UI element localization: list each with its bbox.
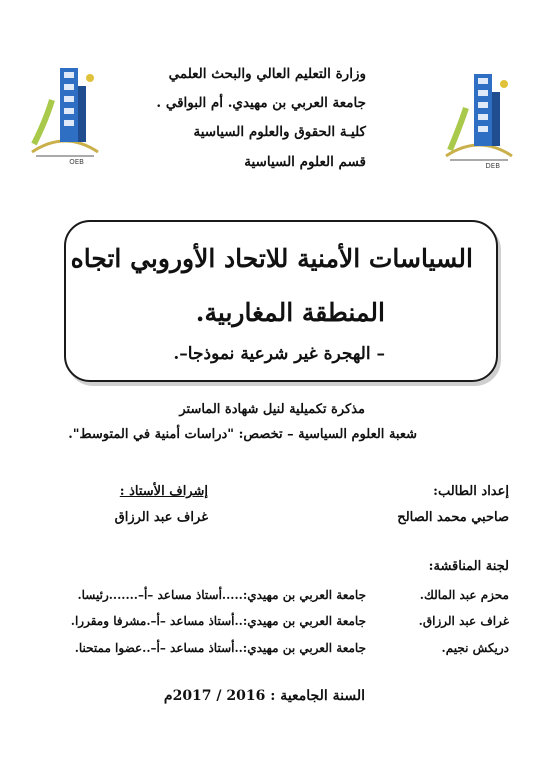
student-name: صاحبي محمد الصالح xyxy=(397,510,509,525)
committee-label: لجنة المناقشة: xyxy=(428,559,509,574)
committee-member-name: محزم عبد المالك. xyxy=(419,588,509,602)
committee-member-details: جامعة العربي بن مهيدي:..أستاذ مساعد –أ–..عضوا ممتحنا. xyxy=(74,641,366,655)
academic-year: السنة الجامعية : 2016 / 2017م xyxy=(163,688,365,704)
department-name: قسم العلوم السياسية xyxy=(244,154,366,170)
thesis-subtitle: – الهجرة غير شرعية نموذجا–. xyxy=(173,344,385,364)
committee-member-details: جامعة العربي بن مهيدي:.....أستاذ مساعد –أ–.......رئيسا. xyxy=(77,588,366,602)
ministry-name: وزارة التعليم العالي والبحث العلمي xyxy=(168,66,366,82)
prepared-by-label: إعداد الطالب: xyxy=(433,484,509,499)
faculty-name: كليـة الحقوق والعلوم السياسية xyxy=(193,124,366,140)
university-logo-left xyxy=(26,60,104,170)
committee-member-name: غراف عبد الرزاق. xyxy=(418,614,509,628)
right-logo-caption: DEB xyxy=(485,162,500,170)
memo-degree: مذكرة تكميلية لنيل شهادة الماستر xyxy=(179,402,365,417)
memo-specialization: شعبة العلوم السياسية – تخصص: "دراسات أمنية في المتوسط". xyxy=(68,427,417,442)
university-logo-right xyxy=(440,64,518,174)
thesis-title-line1: السياسات الأمنية للاتحاد الأوروبي اتجاه xyxy=(70,244,473,273)
supervisor-name: غراف عبد الرزاق xyxy=(114,510,208,525)
supervisor-label: إشراف الأستاذ : xyxy=(119,484,208,499)
thesis-title-line2: المنطقة المغاربية. xyxy=(195,298,385,327)
left-logo-caption: OEB xyxy=(69,158,84,166)
committee-member-details: جامعة العربي بن مهيدي:..أستاذ مساعد –أ–.مشرفا ومقررا. xyxy=(70,614,366,628)
university-name: جامعة العربي بن مهيدي. أم البواقي . xyxy=(156,95,366,111)
committee-member-name: دريكش نجيم. xyxy=(441,641,509,655)
